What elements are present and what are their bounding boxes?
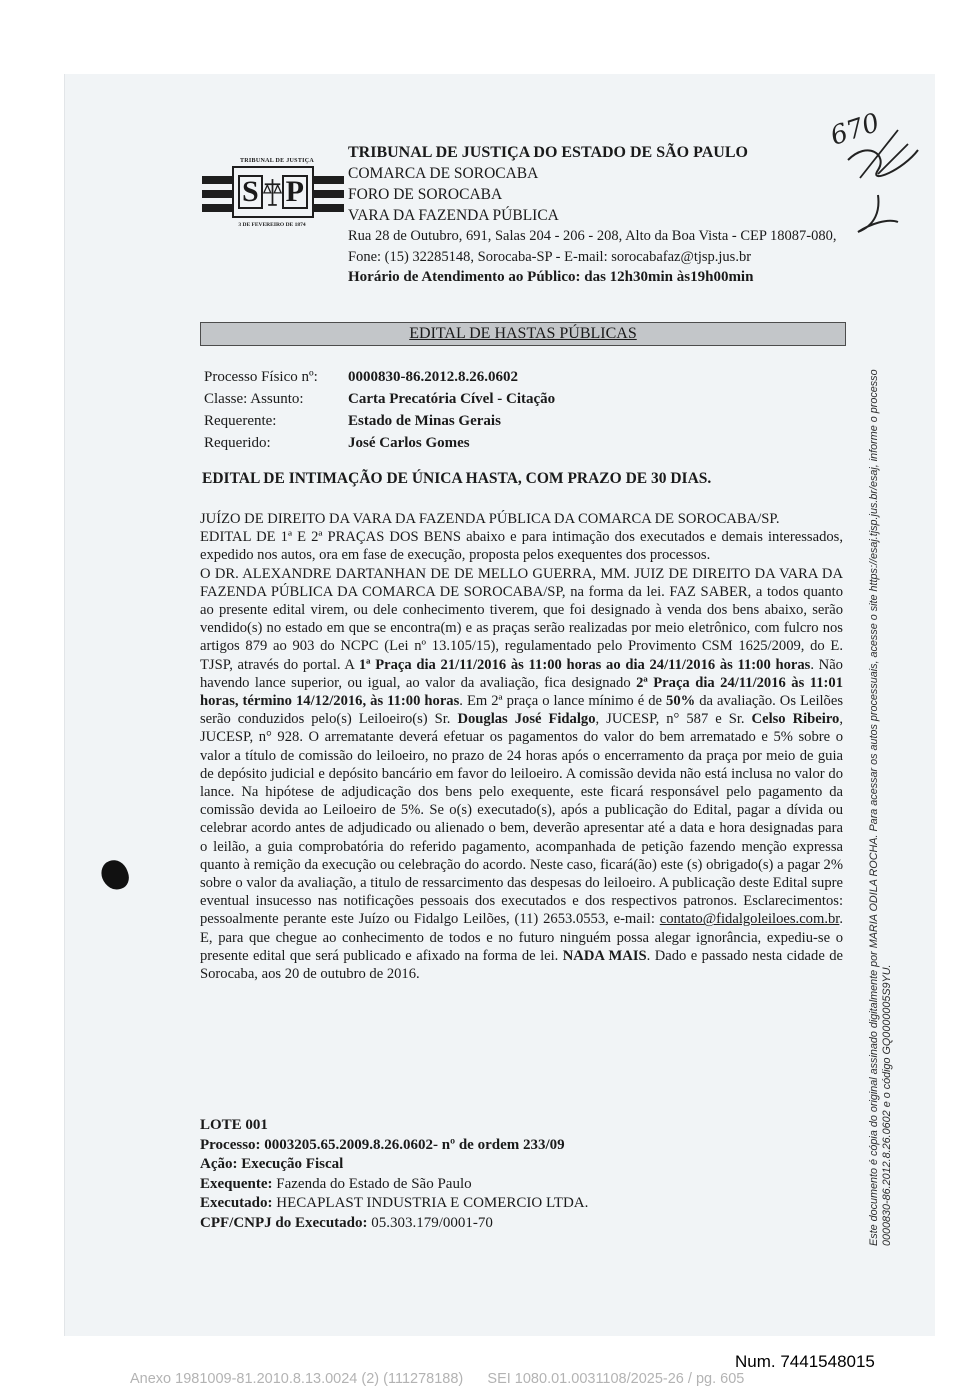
- scales-icon: [263, 175, 282, 209]
- meta-value: José Carlos Gomes: [348, 435, 470, 451]
- office-hours: Horário de Atendimento ao Público: das 12h30min às19h00min: [348, 269, 754, 285]
- meta-value: 0000830-86.2012.8.26.0602: [348, 369, 518, 385]
- court-name: TRIBUNAL DE JUSTIÇA DO ESTADO DE SÃO PAULO: [348, 144, 748, 161]
- lote-cpf: CPF/CNPJ do Executado: 05.303.179/0001-70: [200, 1214, 493, 1231]
- body-paragraph-main: O DR. ALEXANDRE DARTANHAN DE DE MELLO GUERRA, MM. JUIZ DE DIREITO DA VARA DA FAZENDA PÚBLICA DA COMARCA DE SOROCABA/SP, na forma da lei. FAZ SABER, a todos quanto ao presente edital virem, ou dele conhecimento tiverem, que foi designado à venda dos bens abaixo, serão vendido(s) no estado em que se encontra(m) e as praças serão realizadas por meio eletrônico, com fulcro nos artigos 879 ao 903 do NCPC (Lei nº 13.105/15), regulamentado pelo Provimento CSM 1625/2009, do E. TJSP, através do portal. A 1ª Praça dia 21/11/2016 às 11:00 horas ao dia 24/11/2016 às 11:00 horas. Não havendo lance superior, ou igual, ao valor da avaliação, fica designado 2ª Praça dia 24/11/2016 às 11:01 horas, término 14/12/2016, às 11:00 horas. Em 2ª praça o lance mínimo é de 50% da avaliação. Os Leilões serão conduzidos pelo(s) Leiloeiro(s) Sr. Douglas José Fidalgo, JUCESP, n° 587 e Sr. Celso Ribeiro, JUCESP, n° 928. O arrematante deverá efetuar os pagamentos do valor do bem arrematado e 5% sobre o valor a título de comissão do leiloeiro, no prazo de 24 horas após o encerramento da praça por meio de guia de depósito judicial e depósito bancário em favor do leiloeiro. A comissão devida não está inclusa no valor do lance. Na hipótese de adjudicação dos bens pelo exequente, este ficará responsável pelo pagamento da comissão devida ao Leiloeiro de 5%. Se o(s) executado(s), após a publicação do Edital, pagar a dívida ou celebrar acordo antes de adjudicado ou alienado o bem, deverão apresentar até a data e hora designadas para o leilão, a guia comprobatória do referido pagamento, acompanhada de petição fazendo menção expressa quanto à remição da execução ou celebração do acordo. Neste caso, ficará(ão) este (s) obrigado(s) a pagar 2% sobre o valor da avaliação, a titulo de ressarcimento das despesas do leiloeiro. A publicação deste Edital supre eventual insucesso nas notificações pessoais dos executados e dos respectivos patronos. Esclarecimentos: pessoalmente perante este Juízo ou Fidalgo Leilões, (11) 2653.0553, e-mail: contato@fidalgoleiloes.com.br. E, para que chegue ao conhecimento de todos e no futuro ninguém possa alegar ignorância, expediu-se o presente edital que será publicado e afixado na forma de lei. NADA MAIS. Dado e passado nesta cidade de Sorocaba, aos 20 de outubro de 2016.: [200, 565, 844, 983]
- meta-label: Requerido:: [204, 435, 271, 451]
- case-metadata: [204, 366, 824, 454]
- meta-row: [204, 366, 824, 388]
- court-header: [348, 142, 838, 288]
- foro: FORO DE SOROCABA: [348, 186, 503, 203]
- crest-letter-s: S: [238, 175, 263, 209]
- crest-caption-bottom: 3 DE FEVEREIRO DE 1874: [238, 222, 306, 228]
- crest-caption-top: TRIBUNAL DE JUSTIÇA: [239, 158, 315, 164]
- meta-row: [204, 410, 824, 432]
- lote-section: [200, 1116, 840, 1233]
- meta-label: Processo Físico nº:: [204, 369, 318, 385]
- court-address: Rua 28 de Outubro, 691, Salas 204 - 206 - 208, Alto da Boa Vista - CEP 18087-080, Fone: (15) 32285148, Sorocaba-SP - E-mail: sorocabafaz@tjsp.jus.br: [348, 228, 837, 265]
- lote-acao: Ação: Execução Fiscal: [200, 1156, 344, 1172]
- signature-note-line2: 0000830-86.2012.8.26.0602 e o código GQ0000005S9YU.: [881, 964, 893, 1246]
- document-number: Num. 7441548015: [735, 1352, 875, 1371]
- comarca: COMARCA DE SOROCABA: [348, 165, 539, 182]
- meta-label: Classe: Assunto:: [204, 391, 304, 407]
- meta-value: Estado de Minas Gerais: [348, 413, 501, 429]
- document-banner: [200, 322, 846, 346]
- crest-shield: [232, 166, 314, 218]
- edital-title: EDITAL DE INTIMAÇÃO DE ÚNICA HASTA, COM PRAZO DE 30 DIAS.: [202, 470, 712, 487]
- lote-title: LOTE 001: [200, 1117, 268, 1133]
- email-link[interactable]: contato@fidalgoleiloes.com.br: [659, 911, 840, 928]
- lote-exequente: Exequente: Fazenda do Estado de São Paulo: [200, 1175, 472, 1192]
- crest-letter-p: P: [282, 175, 308, 209]
- banner-title: EDITAL DE HASTAS PÚBLICAS: [409, 325, 637, 342]
- footer-right: SEI 1080.01.0031108/2025-26 / pg. 605: [487, 1371, 745, 1387]
- signature-note-line1: Este documento é cópia do original assinado digitalmente por MARIA ODILA ROCHA. Para acessar os autos processuais, acesse o site https://esaj.tjsp.jus.br/esaj, informe o processo: [868, 369, 880, 1246]
- lote-executado: Executado: HECAPLAST INDUSTRIA E COMERCIO LTDA.: [200, 1195, 589, 1211]
- handwritten-annotation: [808, 100, 926, 240]
- digital-signature-note: [868, 254, 894, 1246]
- footer: [130, 1371, 744, 1387]
- tjsp-crest-logo: [202, 158, 344, 232]
- meta-row: [204, 432, 824, 454]
- edital-body: [200, 510, 843, 983]
- body-paragraph-juizo: JUÍZO DE DIREITO DA VARA DA FAZENDA PÚBLICA DA COMARCA DE SOROCABA/SP.: [200, 511, 780, 527]
- handwritten-page-number: 670: [826, 107, 884, 152]
- vara: VARA DA FAZENDA PÚBLICA: [348, 207, 559, 224]
- body-paragraph-pracas: EDITAL DE 1ª E 2ª PRAÇAS DOS BENS abaixo e para intimação dos executados e demais interessados, expedido nos autos, ora em fase de execução, proposta pelos exequentes dos processos.: [200, 529, 843, 564]
- meta-value: Carta Precatória Cível - Citação: [348, 391, 556, 407]
- lote-processo: Processo: 0003205.65.2009.8.26.0602- nº de ordem 233/09: [200, 1136, 565, 1153]
- meta-label: Requerente:: [204, 413, 277, 429]
- meta-row: [204, 388, 824, 410]
- footer-left: Anexo 1981009-81.2010.8.13.0024 (2) (111278188): [130, 1371, 464, 1387]
